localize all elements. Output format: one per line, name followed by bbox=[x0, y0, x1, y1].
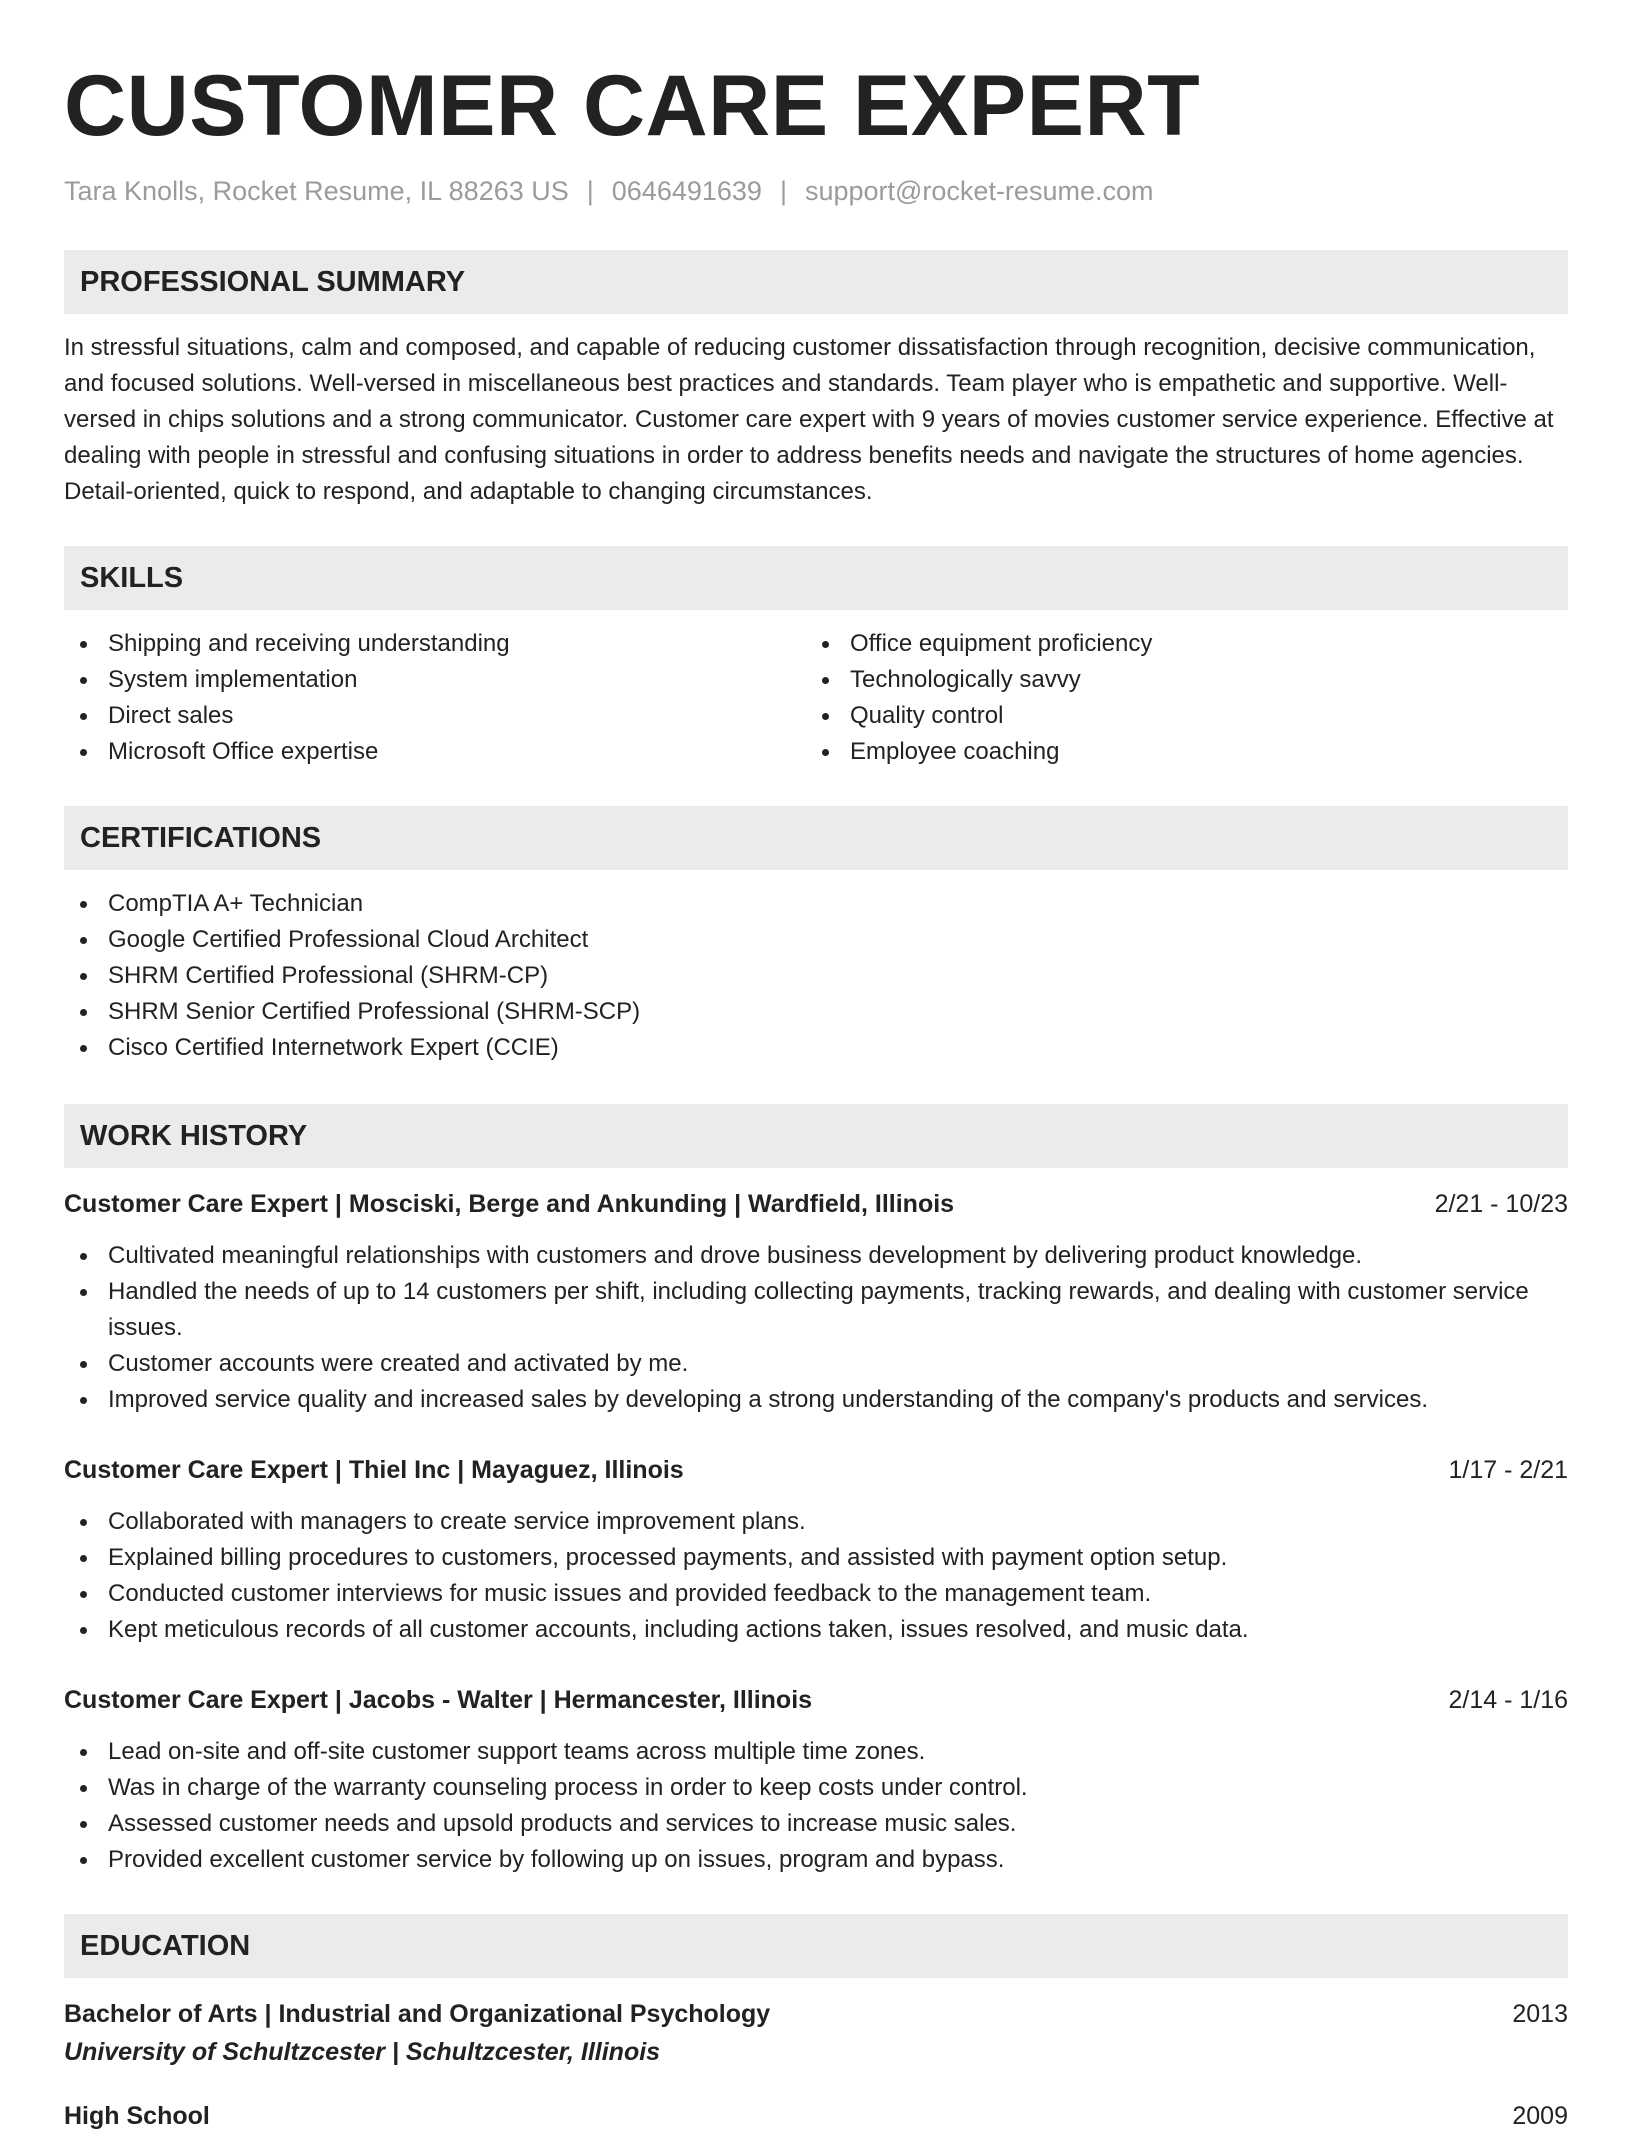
job-bullet: Collaborated with managers to create service improvement plans. bbox=[64, 1504, 1568, 1540]
skill-item: Quality control bbox=[806, 698, 1548, 734]
contact-line bbox=[64, 174, 1568, 208]
education-degree: High School bbox=[64, 2102, 210, 2130]
job-entry bbox=[64, 1452, 1568, 1648]
section-heading-certifications: CERTIFICATIONS bbox=[64, 806, 1568, 870]
resume-title: CUSTOMER CARE EXPERT bbox=[64, 58, 1201, 154]
job-dates: 1/17 - 2/21 bbox=[1448, 1456, 1568, 1484]
job-dates: 2/21 - 10/23 bbox=[1434, 1190, 1568, 1218]
job-bullet: Kept meticulous records of all customer accounts, including actions taken, issues resolved, and music data. bbox=[64, 1612, 1568, 1648]
section-heading-work-history: WORK HISTORY bbox=[64, 1104, 1568, 1168]
section-heading-skills: SKILLS bbox=[64, 546, 1568, 610]
certification-item: SHRM Senior Certified Professional (SHRM-SCP) bbox=[64, 994, 1568, 1030]
contact-address: Tara Knolls, Rocket Resume, IL 88263 US bbox=[64, 176, 569, 206]
job-bullets bbox=[64, 1504, 1568, 1648]
job-bullet: Improved service quality and increased sales by developing a strong understanding of the company's products and services. bbox=[64, 1382, 1568, 1418]
education-school: University of Schultzcester | Schultzcester, Illinois bbox=[64, 2038, 661, 2066]
job-bullet: Explained billing procedures to customers, processed payments, and assisted with payment option setup. bbox=[64, 1540, 1568, 1576]
job-bullet: Lead on-site and off-site customer support teams across multiple time zones. bbox=[64, 1734, 1568, 1770]
skill-item: System implementation bbox=[64, 662, 806, 698]
job-header bbox=[64, 1682, 1568, 1718]
job-title: Customer Care Expert | Mosciski, Berge and Ankunding | Wardfield, Illinois bbox=[64, 1190, 955, 1218]
education-header bbox=[64, 1996, 1568, 2032]
contact-separator: | bbox=[779, 176, 787, 206]
certification-item: SHRM Certified Professional (SHRM-CP) bbox=[64, 958, 1568, 994]
skills-list-right bbox=[806, 626, 1548, 770]
job-dates: 2/14 - 1/16 bbox=[1448, 1686, 1568, 1714]
certification-item: CompTIA A+ Technician bbox=[64, 886, 1568, 922]
skill-item: Shipping and receiving understanding bbox=[64, 626, 806, 662]
job-bullets bbox=[64, 1238, 1568, 1418]
resume-page bbox=[64, 0, 1568, 2134]
education-year: 2013 bbox=[1512, 2000, 1568, 2028]
certification-item: Cisco Certified Internetwork Expert (CCIE) bbox=[64, 1030, 1568, 1066]
section-heading-education: EDUCATION bbox=[64, 1914, 1568, 1978]
contact-email: support@rocket-resume.com bbox=[804, 176, 1154, 206]
education-entry bbox=[64, 1996, 1568, 2072]
skill-item: Employee coaching bbox=[806, 734, 1548, 770]
job-title: Customer Care Expert | Thiel Inc | Mayaguez, Illinois bbox=[64, 1456, 684, 1484]
job-bullet: Handled the needs of up to 14 customers per shift, including collecting payments, tracking rewards, and dealing with customer service issues. bbox=[64, 1274, 1568, 1346]
contact-phone: 0646491639 bbox=[611, 176, 762, 206]
skill-item: Direct sales bbox=[64, 698, 806, 734]
job-header bbox=[64, 1452, 1568, 1488]
job-bullet: Provided excellent customer service by following up on issues, program and bypass. bbox=[64, 1842, 1568, 1878]
certification-item: Google Certified Professional Cloud Architect bbox=[64, 922, 1568, 958]
certifications-list bbox=[64, 886, 1568, 1066]
summary-text: In stressful situations, calm and composed, and capable of reducing customer dissatisfaction through recognition, decisive communication, and focused solutions. Well-versed in miscellaneous best practices and standards. Team player who is empathetic and supportive. Well-versed in chips solutions and a strong communicator. Customer care expert with 9 years of movies customer service experience. Effective at dealing with people in stressful and confusing situations in order to address benefits needs and navigate the structures of home agencies. Detail-oriented, quick to respond, and adaptable to changing circumstances. bbox=[64, 334, 1554, 505]
education-header bbox=[64, 2098, 1568, 2134]
job-bullet: Was in charge of the warranty counseling process in order to keep costs under control. bbox=[64, 1770, 1568, 1806]
contact-separator: | bbox=[586, 176, 594, 206]
skill-item: Office equipment proficiency bbox=[806, 626, 1548, 662]
education-year: 2009 bbox=[1512, 2102, 1568, 2130]
job-entry bbox=[64, 1186, 1568, 1418]
skill-item: Microsoft Office expertise bbox=[64, 734, 806, 770]
job-title: Customer Care Expert | Jacobs - Walter | Hermancester, Illinois bbox=[64, 1686, 813, 1714]
education-entry bbox=[64, 2098, 1568, 2134]
section-heading-summary: PROFESSIONAL SUMMARY bbox=[64, 250, 1568, 314]
skills-grid bbox=[64, 626, 1568, 770]
job-bullet: Cultivated meaningful relationships with customers and drove business development by delivering product knowledge. bbox=[64, 1238, 1568, 1274]
job-entry bbox=[64, 1682, 1568, 1878]
job-header bbox=[64, 1186, 1568, 1222]
job-bullet: Customer accounts were created and activated by me. bbox=[64, 1346, 1568, 1382]
job-bullets bbox=[64, 1734, 1568, 1878]
skill-item: Technologically savvy bbox=[806, 662, 1548, 698]
job-bullet: Assessed customer needs and upsold products and services to increase music sales. bbox=[64, 1806, 1568, 1842]
education-degree: Bachelor of Arts | Industrial and Organizational Psychology bbox=[64, 2000, 771, 2028]
skills-list-left bbox=[64, 626, 806, 770]
job-bullet: Conducted customer interviews for music issues and provided feedback to the management team. bbox=[64, 1576, 1568, 1612]
